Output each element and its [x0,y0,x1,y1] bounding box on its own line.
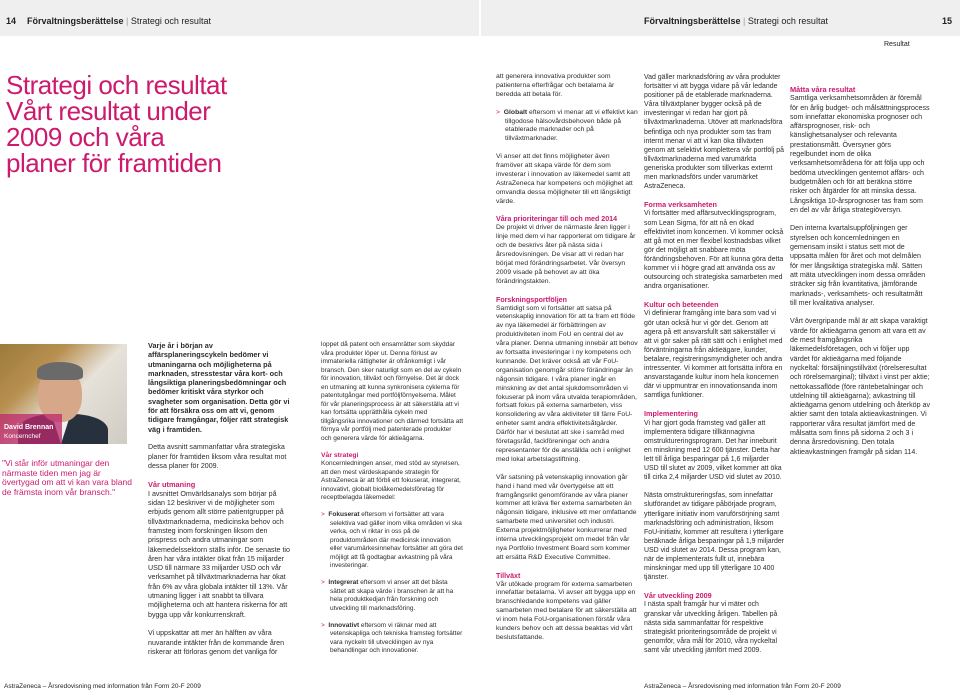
paragraph: Vi definierar framgång inte bara som vad vi gör utan också hur vi gör det. Genom att agera på ett ansvarsfullt sätt säkerställer vi att vi gör saker på rätt sätt och i enlighet med förväntningarna från aktieägare, kunder, betalare, registreringsmyndigheter och andra intressenter. Vi kommer att fortsätta införa en ansvarstagande kultur inom hela koncernen där vi uppmuntrar en innovationsanda inom samtliga funktioner. [644,310,783,400]
bullet-text: eftersom vi räknar med att vetenskapliga och tekniska framsteg fortsätter vara nyckeln till utvecklingen av nya behandlingar och innovationer. [330,621,463,654]
bullet-head: Innovativt [328,621,360,629]
left-page-number: 14 [6,16,17,26]
right-subheading: Resultat [884,41,910,48]
right-page-number: 15 [942,16,953,26]
heading-forma-verksamheten: Forma verksamheten [644,200,717,210]
bullet-head: Globalt [503,108,528,116]
paragraph: Vår utökade program för externa samarbeten innefattar betalarna. Vi avser att bygga upp en branschledande kompetens vad gäller samarbeten med betalare för att säkerställa att vi inom hela FoU-organisationen förstår våra kunders behov och att dessa beaktas vid vårt beslutsfattande. [496,580,637,641]
column-1 [148,341,290,666]
paragraph: att generera innovativa produkter som patienterna efterfrågar och betalarna är beredda att betala för. [496,73,615,98]
paragraph: Vår satsning på vetenskaplig innovation går hand i hand med vår övertygelse att ett framgångsrikt genomförande av våra planer kommer att kräva fler externa samarbeten än någonsin tidigare, inklusive ett mer omfattande samarbete med universitet och industri. Externa projektmöjligheter konkurrerar med interna utvecklingsprojekt om medel från vår nya Portfolio Investment Board som kommer att ersätta R&D Executive Committee. [496,473,637,561]
heading-prioriteringar: Våra prioriteringar till och med 2014 [496,215,618,224]
column-3 [496,73,638,652]
bullet-head: Integrerat [328,579,359,586]
paragraph: loppet då patent och ensamrätter som skyddar våra produkter löper ut. Denna förlust av immateriella rättigheter är ofrånkomligt i vår bransch. Den sker naturligt som en del av cykeln för innovation, tillväxt och förnyelse. Det är dock en utmaning att kunna synkronisera cyklerna för patentutgångar med portföljförnyelserna. Målet för vår planeringsprocess är att säkerställa att vi kan fortsätta upprätthålla cykeln med tillgångsrika innovationer och därmed fortsätta att förnya vår portfölj med patenterade produkter och generera värde för aktieägarna. [321,341,463,442]
paragraph: De projekt vi driver de närmaste åren ligger i linje med dem vi har rapporterat om tidigare år och de beskrivs åter på nästa sida i årsredovisningen. De visar att vi redan har börjat med förändringsarbetet. Vår översyn 2009 visade på behovet av att öka förändringstakten. [496,224,636,285]
paragraph: Samtidigt som vi fortsätter att satsa på vetenskaplig innovation för att ta fram ett flöde av nya läkemedel är förbättringen av produktiviteten inom FoU en central del av våra planer. Denna utmaning innebär att behov av fortsatta investeringar i ny kompetens och kunnande. Det kräver också att vår FoU-organisation genomgår större förändringar än någonsin tidigare. I våra planer ingår en minskning av det antal sjukdomsområden vi fokuserar på inom våra utvalda terapiområden, fortsatt fokus på externa samarbeten, viss konsolidering av våra aktiviteter till färre FoU-enheter samt andra effektivitetsåtgärder. Därför har vi beslutat att ske i samråd med företagsråd, fackföreningar och andra representanter för de anställda och i enlighet med lokal arbetslagstiftning. [496,304,638,463]
left-subsection: Strategi och resultat [130,16,211,26]
heading-var-strategi: Vår strategi [321,451,359,459]
heading-tillvaxt: Tillväxt [496,571,521,580]
column-5 [790,85,930,466]
bullet-text: eftersom vi fortsätter att vara selektiva vad gäller inom vilka områden vi ska verka, och vi riktar in oss på de produktområden där medicinsk innovation eller varumärkesinnehav fortsätter att göra det möjligt att få godtagbar avkastning på våra investeringar. [330,511,463,569]
bullet-arrow-icon: > [321,621,329,629]
bullet-arrow-icon: > [321,579,329,586]
bullet-arrow-icon: > [321,511,329,518]
right-footer: AstraZeneca – Årsredovisning med information från Form 20-F 2009 [644,683,841,690]
left-section: Förvaltningsberättelse [27,16,124,26]
left-running-head [27,16,211,26]
heading-forskningsportfoljen: Forskningsportföljen [496,295,567,304]
heading-matta-resultat: Måtta våra resultat [790,85,856,94]
right-subsection: Strategi och resultat [747,16,828,26]
heading-implementering: Implementering [644,409,698,419]
bullet-head: Fokuserat [328,511,360,518]
right-separator: | [743,16,746,26]
bullet-fokuserat [321,511,463,571]
bullet-integrerat [321,579,463,613]
column-4 [644,73,784,664]
lead-paragraph: Varje år i början av affärsplaneringscykeln bedömer vi utmaningarna och möjligheterna på marknaden, stresstestar våra kort- och långsiktiga planeringsbedömningar och bedömer kritiskt våra styrkor och svagheter som organisation. Detta gör vi för att försäkra oss om att vi, genom tidigare framgångar, följer rätt strategisk väg i framtiden. [148,341,290,434]
paragraph: Vi uppskattar att mer än hälften av våra nuvarande intäkter från de kommande åren riskerar att förloras genom det vanliga för [148,629,285,656]
paragraph: I nästa spalt framgår hur vi mäter och granskar vår utveckling årligen. Tabellen på nästa sida sammanfattar för respektive strategiskt prioriteringsområde de projekt vi genomför, våra mål för 2010, våra nyckeltal samt vår utveckling jämfört med 2009. [644,601,778,654]
photo-hair [37,362,83,380]
column-2 [321,341,463,664]
bullet-arrow-icon: > [496,108,504,116]
bullet-text: eftersom vi menar att vi effektivt kan tillgodose hälsovårdsbehoven både på etablerade marknader och på tillväxtmarknader. [505,108,638,143]
bullet-innovativt [321,622,463,656]
paragraph: Samtliga verksamhetsområden är föremål för en årlig budget- och målsättningsprocess som innefattar ekonomiska prognoser och affärsprognoser, risk- och känslighetsanalyser och relevanta prestationsmått. Översyner görs regelbundet inom de olika verksamhetsområdena för att följa upp och bedöma utvecklingen gentemot affärs- och budgetmålen och för att beräkna större risker och åtgärder för att minska dessa. Långsiktiga 10-årsprognoser tas fram som en del av vår årliga strategiöversyn. [790,94,930,214]
paragraph: Vårt övergripande mål är att skapa varaktigt värde för aktieägarna genom att vara ett av de mest framgångsrika läkemedelsföretagen, och vi följer upp värdet för aktieägarna med följande nyckeltal: försäljningstillväxt (rörelseresultat och rörelsemarginal); tillväxt i vinst per aktie; nettokassaflöde (före räntebetalningar och utdelning till aktieägarna); avkastning till aktieägarna genom utdelning och återköp av aktier samt den totala aktieavkastningen. Vi rapporterar våra resultat jämfört med de målsatta som finns på sidorna 2 och 3 i denna årsredovisning. Den totala aktieavkastningen framgår på sidan 114. [790,317,931,456]
paragraph: Vi har gjort goda framsteg vad gäller att implementera tidigare tillkännagivna omstruktureringsprogram. Det har inneburit en minskning med 12 600 tjänster. Detta har lett till årliga besparingar på 1,6 miljarder USD till slutet av 2009, vilket kommer att öka till cirka 2,4 miljarder USD vid slutet av 2010. [644,419,782,482]
paragraph: Detta avsnitt sammanfattar våra strategiska planer för framtiden liksom våra resultat mot dessa planer för 2009. [148,443,287,470]
paragraph: Vad gäller marknadsföring av våra produkter fortsätter vi att bygga vidare på vår ledande positioner på de etablerade marknaderna. Våra tillväxtplaner bygger också på de investeringar vi redan har gjort på tillväxtmarknaderna. Utöver att marknadsföra befintliga och nya produkter som tas fram internt menar vi att vi kan öka tillväxten genom att selektivt komplettera vår portfölj på tillväxtmarknaderna med varumärkta generiska produkter som tillverkas externt men marknadsförs under varumärket AstraZeneca. [644,74,784,191]
photo-caption-name: David Brennan [4,424,54,431]
photo-caption-role: Koncernchef [4,433,41,440]
paragraph: Nästa omstruktureringsfas, som innefattar slutförandet av tidigare påbörjade program, ytterligare initiativ inom varuförsörjning samt marknadsföring och administration, liksom FoU-initiativ, kommer att resultera i ytterligare beräknade årliga besparingar på 1,9 miljarder USD vid slutet av 2014. Dessa program kan, när de implementerats fullt ut, innebära minskningar med upp till ytterligare 10 400 tjänster. [644,492,784,582]
paragraph: I avsnittet Omvärldsanalys som börjar på sidan 12 beskriver vi de möjligheter som erbjuds genom allt större patientgrupper på tillväxtmarknaderna, medicinska behov och framsteg inom forskningen liksom den prispress och andra utmaningar som läkemedelssektorn ställs inför. De senaste tio åren har våra intäkter ökat från 15 miljarder USD till närmare 33 miljarder USD och vår verksamhet på tillväxtmarknaderna har ökat från 6% av våra globala intäkter till 13%. Vår utmaning ligger i att snabbt ta tillvara möjligheterna och att hantera riskerna för att bygga upp vår konkurrenskraft. [148,489,290,619]
page-title: Strategi och resultat Vårt resultat under 2009 och våra planer för framtiden [6,70,227,178]
bullet-globalt [496,109,638,145]
paragraph: Koncernledningen anser, med stöd av styrelsen, att den mest värdeskapande strategin för AstraZeneca är att förbli ett fokuserat, integrerat, innovativt, globalt biolåkemedelsföretag för receptbelagda läkemedel: [321,460,461,501]
heading-var-utveckling: Vår utveckling 2009 [644,591,712,601]
paragraph: Vi anser att det finns möjligheter även framöver att skapa värde för dem som investerar i innovation av läkemedel samt att AstraZeneca har kompetens och möjlighet att omvandla dessa möjligheter till ett långsiktigt värde. [496,153,633,205]
heading-kultur: Kultur och beteenden [644,300,719,310]
paragraph: Vi fortsätter med affärsutvecklingsprogram, som Lean Sigma, för att nå en ökad effektivitet inom koncernen. Vi kommer också att gå mot en mer flexibel kostnadsbas vilket gör det möjligt att snabbare möta förändringsbehoven. För att kunna göra detta kommer vi i högre grad att använda oss av outsourcing och strategiska samarbeten med andra organisationer. [644,210,784,291]
right-section: Förvaltningsberättelse [644,16,741,26]
right-running-head [644,16,828,26]
left-separator: | [126,16,129,26]
bullet-text: eftersom vi anser att det bästa sättet att skapa värde i branschen är att ha hela produktkedjan från forskning och utveckling till marknadsföring. [330,579,454,612]
paragraph: Den interna kvartalsuppföljningen ger styrelsen och koncernledningen en gemensam insikt i status sett mot de uppsatta målen för året och mot delmålen för mer långsiktiga strategiska mål. Sätten att mäta utvecklingen inom dessa områden sträcker sig från kvantitativa, jämförande marknads-, verksamhets- och resultatmått till mer kvalitativa analyser. [790,224,926,307]
left-footer: AstraZeneca – Årsredovisning med information från Form 20-F 2009 [4,683,201,690]
pull-quote: "Vi står inför utmaningar den närmaste tiden men jag är övertygad om att vi kan vara bland de främsta inom vår bransch." [2,458,132,497]
heading-var-utmaning: Vår utmaning [148,480,196,490]
